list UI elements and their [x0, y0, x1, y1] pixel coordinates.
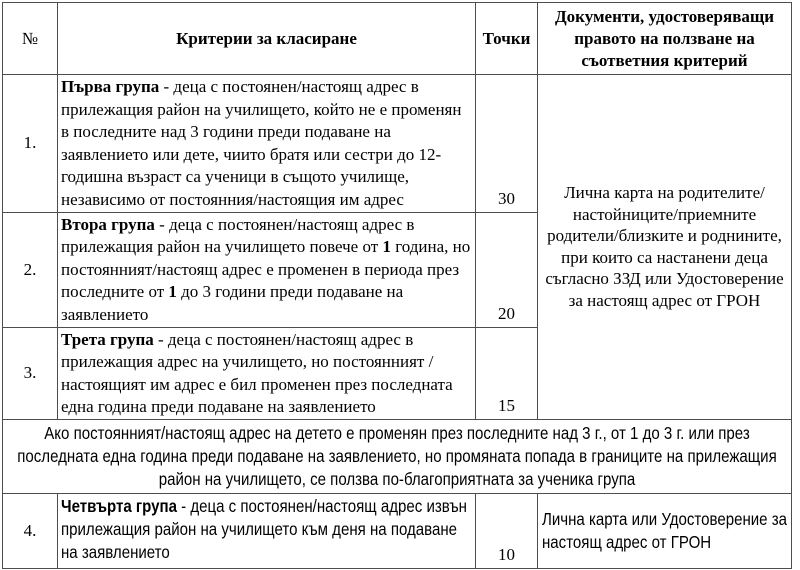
row-number: 4. — [3, 493, 58, 568]
criteria-group-label: Втора група — [61, 214, 155, 234]
criteria-text: година, но постоянният/настоящ адрес е променен в периода през последните от — [61, 237, 471, 302]
header-criteria: Критерии за класиране — [58, 3, 476, 75]
points-cell: 10 — [476, 493, 538, 568]
table-row — [3, 493, 792, 568]
documents-merged-cell: Лична карта на родителите/настойниците/приемните родители/близките и роднините, при които са настанени деца съгласно ЗЗД или Удостоверение за настоящ адрес от ГРОН — [538, 75, 792, 420]
points-cell: 20 — [476, 212, 538, 327]
criteria-text: - деца с постоянен/настоящ адрес извън прилежащия район на училището към деня на подаване на заявлението — [61, 495, 467, 562]
criteria-text: до 3 години преди подаване на заявлението — [61, 282, 404, 324]
documents-text-group-4: Лична карта или Удостоверение за настоящ адрес от ГРОН — [542, 508, 788, 552]
criteria-group-label: 1 — [382, 237, 391, 257]
criteria-text: - деца с постоянен/настоящ адрес в прилежащия район на училището повече от — [61, 214, 415, 257]
criteria-cell-group-3 — [58, 327, 476, 419]
header-number: № — [3, 3, 58, 75]
note-text: Ако постоянният/настоящ адрес на детето е променян през последните над 3 г., от 1 до 3 г. или през последната една година преди подаване на заявлението, но промяната попада в границите на прилежащия район на училището, се ползва по-благоприятната за ученика група — [17, 422, 777, 489]
points-cell: 15 — [476, 327, 538, 419]
table-row — [3, 75, 792, 213]
documents-cell-group-4 — [538, 493, 792, 568]
criteria-cell-group-4 — [58, 493, 476, 568]
criteria-text: - деца с постоянен/настоящ адрес в прилежащия район на училището, който не е променян в последните над 3 години преди подаване на заявлението или дете, чиито братя или сестри до 12-годишна възраст са ученици в същото училище, независимо от постоянния/настоящия им адрес — [61, 77, 462, 209]
criteria-group-label: 1 — [168, 282, 177, 302]
header-points: Точки — [476, 3, 538, 75]
row-number: 3. — [3, 327, 58, 419]
criteria-cell-group-1 — [58, 75, 476, 213]
criteria-group-label: Четвърта група — [61, 495, 177, 516]
row-number: 1. — [3, 75, 58, 213]
row-number: 2. — [3, 212, 58, 327]
criteria-cell-group-2 — [58, 212, 476, 327]
criteria-text: - деца с постоянен/настоящ адрес в прилежащия адрес на училището, но постоянният /настоящият им адрес е бил променен през последната една година преди подаване на заявлението — [61, 329, 453, 417]
table-header-row — [3, 3, 792, 75]
header-documents: Документи, удостоверяващи правото на ползване на съответния критерий — [538, 3, 792, 75]
criteria-table — [2, 2, 792, 569]
table-note-row — [3, 419, 792, 493]
points-cell: 30 — [476, 75, 538, 213]
note-cell — [3, 419, 792, 493]
criteria-group-label: Трета група — [61, 329, 154, 349]
criteria-group-label: Първа група — [61, 77, 160, 96]
criteria-text-group-4 — [61, 495, 475, 564]
